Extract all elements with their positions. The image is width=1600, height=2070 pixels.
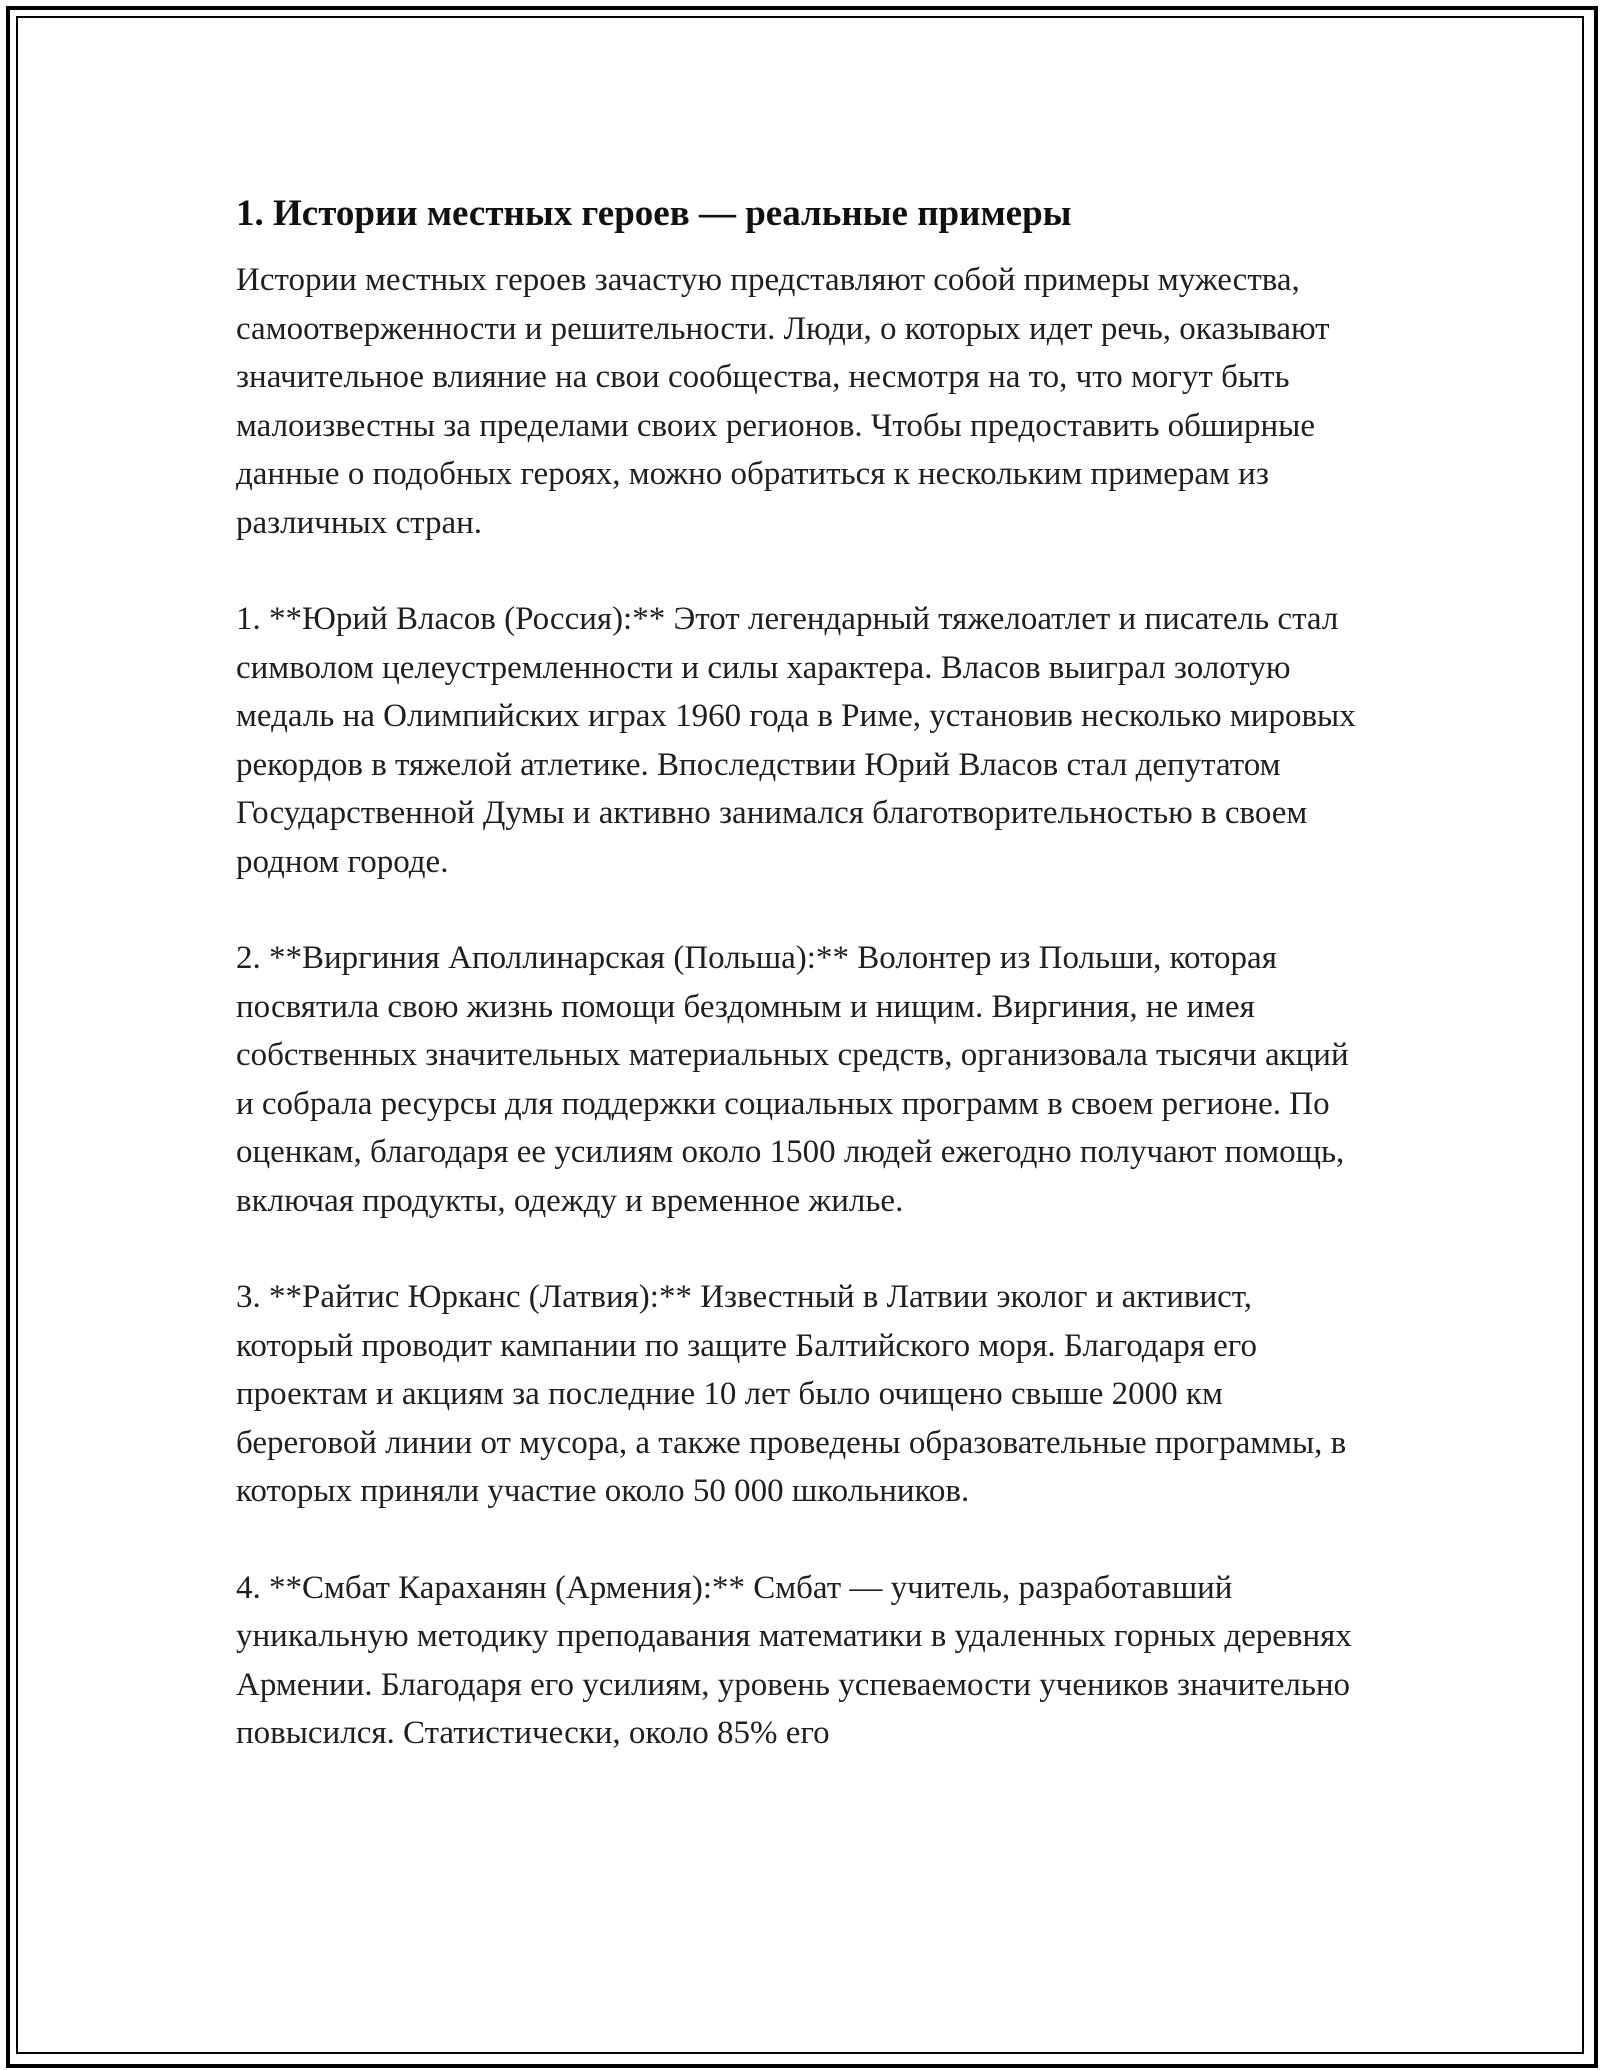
list-item-apollinarskaya: 2. **Виргиния Аполлинарская (Польша):** Волонтер из Польши, которая посвятила свою жизнь помощи бездомным и нищим. Виргиния, не имея собственных значительных материальных средств, организовала тысячи акций и собрала ресурсы для поддержки социальных программ в своем регионе. По оценкам, благодаря ее усилиям около 1500 людей ежегодно получают помощь, включая продукты, одежду и временное жилье. bbox=[236, 940, 1349, 1219]
list-item-karakhanyan: 4. **Смбат Караханян (Армения):** Смбат — учитель, разработавший уникальную методику преподавания математики в удаленных горных деревнях Армении. Благодаря его усилиям, уровень успеваемости учеников значительно повысился. Статистически, около 85% его bbox=[236, 1569, 1352, 1751]
section-heading: 1. Истории местных героев — реальные примеры bbox=[236, 193, 1072, 234]
list-item-jurkans: 3. **Райтис Юрканс (Латвия):** Известный в Латвии эколог и активист, который проводит кампании по защите Балтийского моря. Благодаря его проектам и акциям за последние 10 лет было очищено свыше 2000 км береговой линии от мусора, а также проведены образовательные программы, в которых приняли участие около 50 000 школьников. bbox=[236, 1279, 1347, 1509]
intro-paragraph: Истории местных героев зачастую представляют собой примеры мужества, самоотверженности и решительности. Люди, о которых идет речь, оказывают значительное влияние на свои сообщества, несмотря на то, что могут быть малоизвестны за пределами своих регионов. Чтобы предоставить обширные данные о подобных героях, можно обратиться к нескольким примерам из различных стран. bbox=[236, 262, 1330, 541]
list-item-vlasov: 1. **Юрий Власов (Россия):** Этот легендарный тяжелоатлет и писатель стал символом целеустремленности и силы характера. Власов выиграл золотую медаль на Олимпийских играх 1960 года в Риме, установив несколько мировых рекордов в тяжелой атлетике. Впоследствии Юрий Власов стал депутатом Государственной Думы и активно занимался благотворительностью в своем родном городе. bbox=[236, 601, 1356, 880]
document-body bbox=[236, 190, 1366, 1758]
